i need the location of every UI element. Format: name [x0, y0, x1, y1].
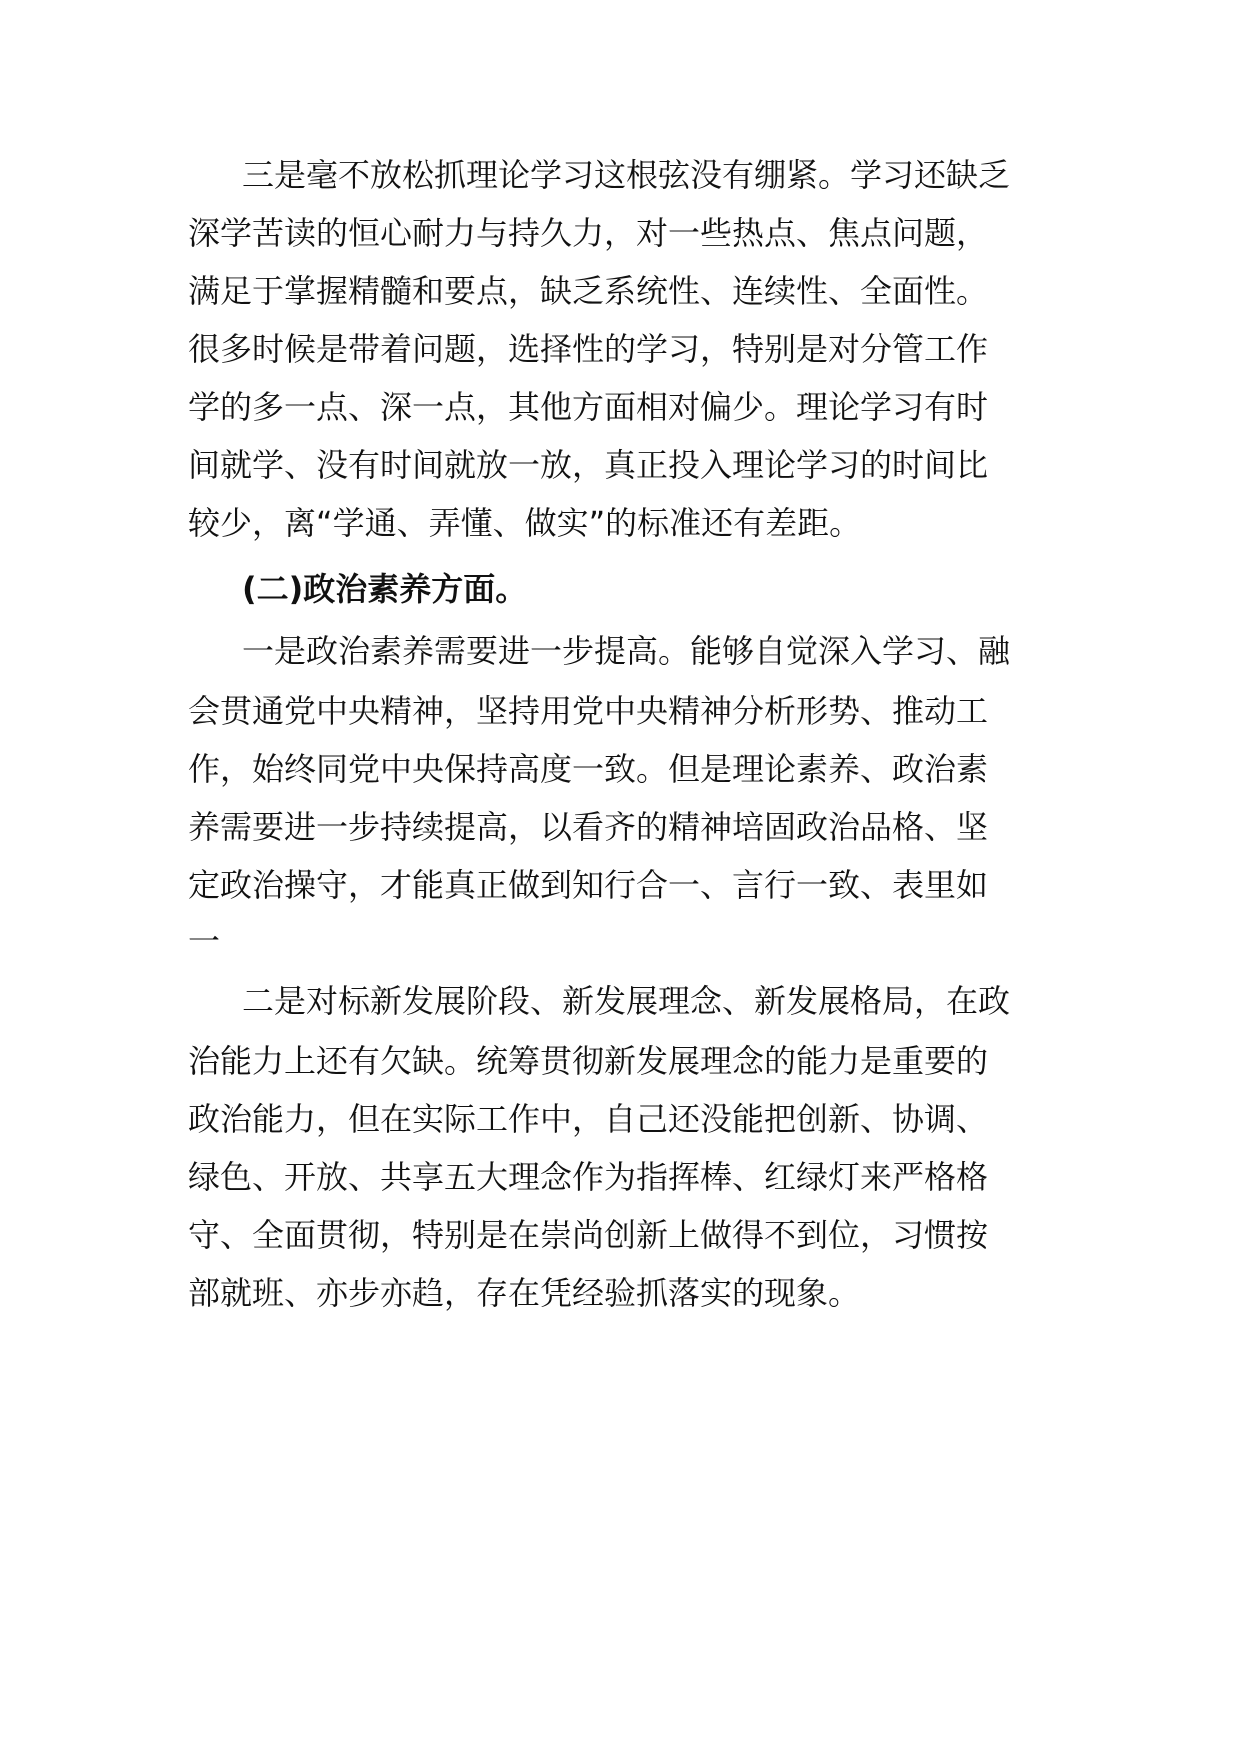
- section-heading: (二)政治素养方面。: [242, 570, 528, 608]
- paragraph-3-line: 守、全面贯彻，特别是在崇尚创新上做得不到位，习惯按: [188, 1216, 989, 1254]
- paragraph-1-line: 三是毫不放松抓理论学习这根弦没有绷紧。学习还缺乏: [242, 156, 1011, 194]
- paragraph-3-line: 治能力上还有欠缺。统筹贯彻新发展理念的能力是重要的: [188, 1042, 989, 1080]
- paragraph-1-line: 学的多一点、深一点，其他方面相对偏少。理论学习有时: [188, 388, 989, 426]
- paragraph-3-line: 政治能力，但在实际工作中，自己还没能把创新、协调、: [188, 1100, 989, 1138]
- paragraph-1-line: 很多时候是带着问题，选择性的学习，特别是对分管工作: [188, 330, 989, 368]
- paragraph-3-line: 绿色、开放、共享五大理念作为指挥棒、红绿灯来严格格: [188, 1158, 989, 1196]
- paragraph-2-line: 作，始终同党中央保持高度一致。但是理论素养、政治素: [188, 750, 989, 788]
- paragraph-1-line: 较少，离“学通、弄懂、做实”的标准还有差距。: [188, 504, 862, 542]
- paragraph-2-line: 一: [188, 922, 221, 960]
- paragraph-2-line: 养需要进一步持续提高，以看齐的精神培固政治品格、坚: [188, 808, 989, 846]
- paragraph-2-line: 定政治操守，才能真正做到知行合一、言行一致、表里如: [188, 866, 989, 904]
- paragraph-2-line: 会贯通党中央精神，坚持用党中央精神分析形势、推动工: [188, 692, 989, 730]
- paragraph-2-line: 一是政治素养需要进一步提高。能够自觉深入学习、融: [242, 632, 1011, 670]
- paragraph-1-line: 深学苦读的恒心耐力与持久力，对一些热点、焦点问题，: [188, 214, 989, 252]
- paragraph-1-line: 满足于掌握精髓和要点，缺乏系统性、连续性、全面性。: [188, 272, 989, 310]
- paragraph-3-line: 部就班、亦步亦趋，存在凭经验抓落实的现象。: [188, 1274, 861, 1312]
- paragraph-3-line: 二是对标新发展阶段、新发展理念、新发展格局，在政: [242, 982, 1011, 1020]
- paragraph-1-line: 间就学、没有时间就放一放，真正投入理论学习的时间比: [188, 446, 989, 484]
